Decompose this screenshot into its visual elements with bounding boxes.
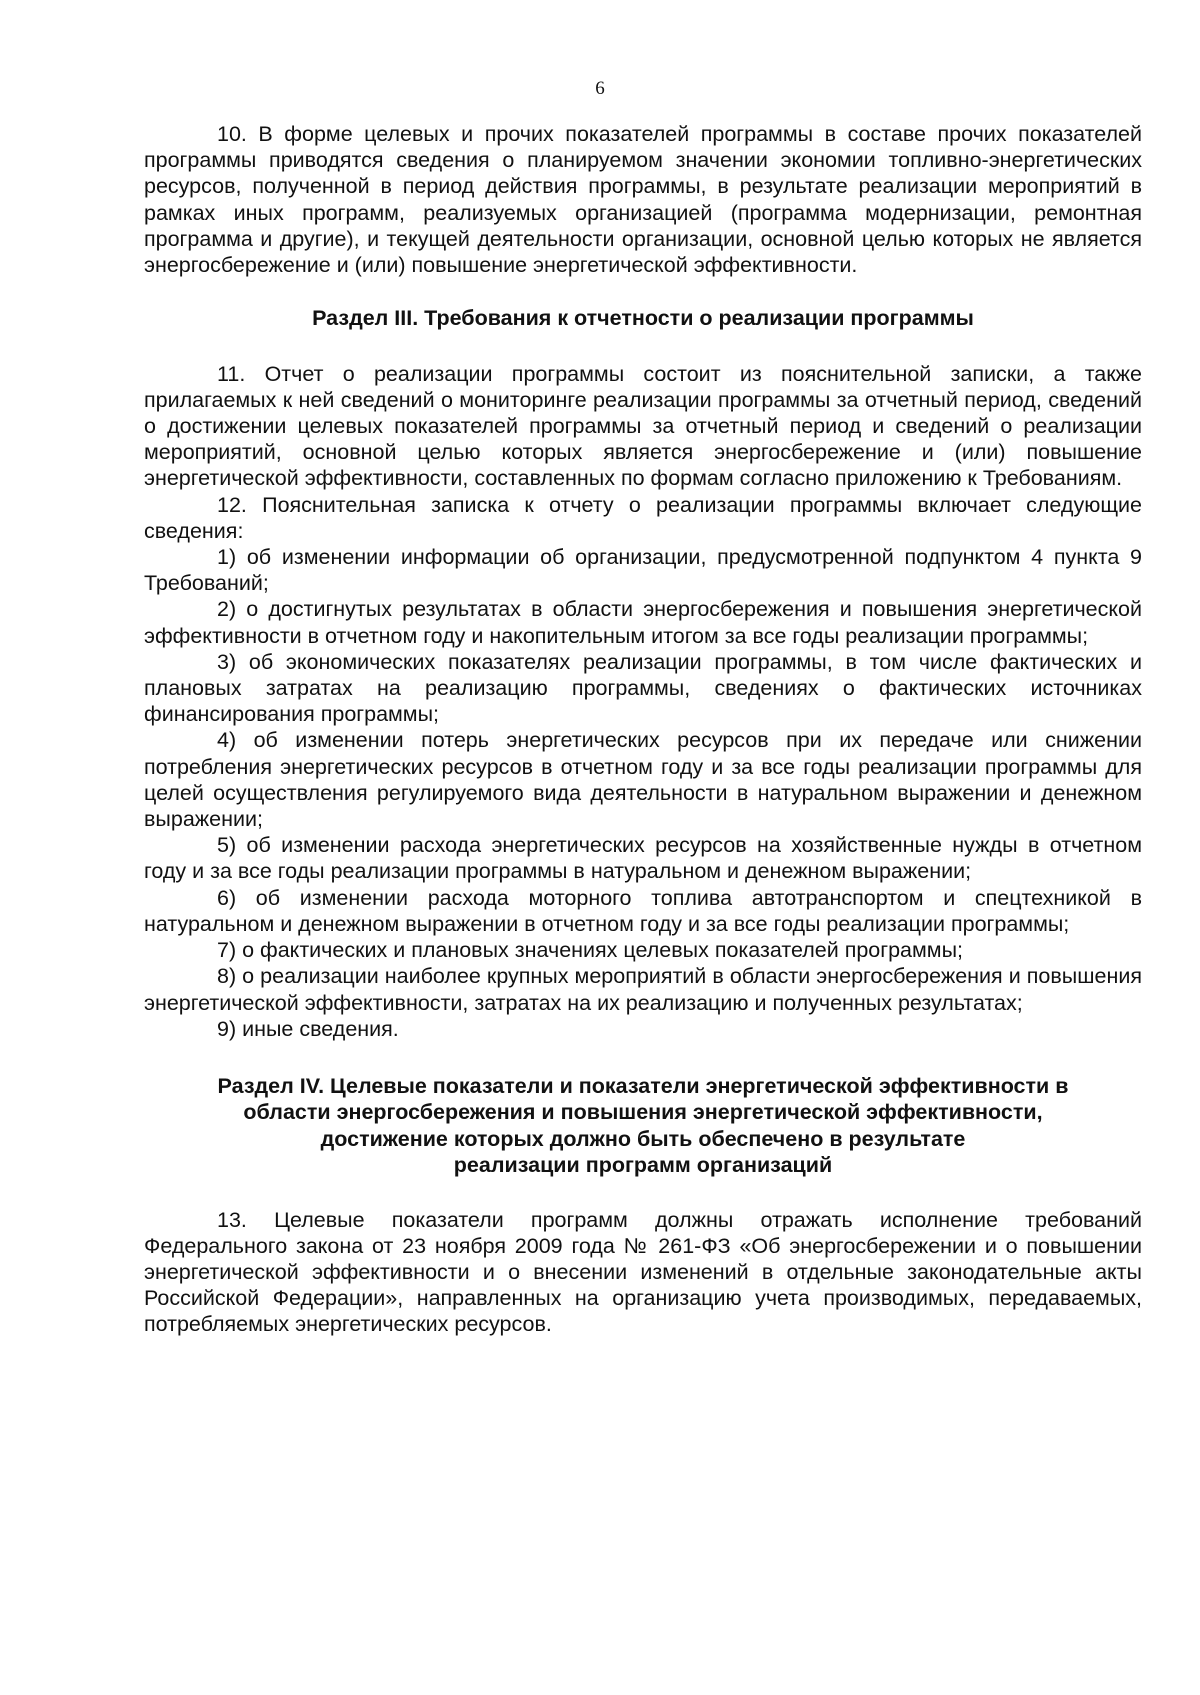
- section-iv-heading-line: Раздел IV. Целевые показатели и показатели энергетической эффективности в: [217, 1073, 1069, 1098]
- list-item-2: 2) о достигнутых результатах в области энергосбережения и повышения энергетической эффективности в отчетном году и накопительным итогом за все годы реализации программы;: [144, 597, 1142, 648]
- list-item-7: 7) о фактических и плановых значениях целевых показателей программы;: [217, 938, 963, 963]
- paragraph-13: 13. Целевые показатели программ должны отражать исполнение требований Федерального закона от 23 ноября 2009 года № 261-ФЗ «Об энергосбережении и о повышении энергетической эффективности и о внесении изменений в отдельные законодательные акты Российской Федерации», направленных на организацию учета производимых, передаваемых, потребляемых энергетических ресурсов.: [144, 1207, 1142, 1337]
- list-item-3: 3) об экономических показателях реализации программы, в том числе фактических и плановых затратах на реализацию программы, сведениях о фактических источниках финансирования программы;: [144, 649, 1142, 727]
- document-body: [144, 121, 1142, 1338]
- paragraph-11: 11. Отчет о реализации программы состоит из пояснительной записки, а также прилагаемых к ней сведений о мониторинге реализации программы за отчетный период, сведений о достижении целевых показателей программы за отчетный период и сведений о реализации мероприятий, основной целью которых является энергосбережение и (или) повышение энергетической эффективности, составленных по формам согласно приложению к Требованиям.: [144, 361, 1142, 491]
- page-number: 6: [595, 78, 605, 99]
- section-iv-heading-line: реализации программ организаций: [453, 1153, 833, 1178]
- list-item-6: 6) об изменении расхода моторного топлива автотранспортом и спецтехникой в натуральном и денежном выражении в отчетном году и за все годы реализации программы;: [144, 885, 1142, 936]
- section-iv-heading: [144, 1073, 1142, 1179]
- section-iv-heading-line: области энергосбережения и повышения энергетической эффективности,: [243, 1100, 1043, 1125]
- section-iii-heading: Раздел III. Требования к отчетности о реализации программы: [312, 306, 974, 331]
- list-item-4: 4) об изменении потерь энергетических ресурсов при их передаче или снижении потребления энергетических ресурсов в отчетном году и за все годы реализации программы для целей осуществления регулируемого вида деятельности в натуральном выражении и денежном выражении;: [144, 728, 1142, 832]
- list-item-1: 1) об изменении информации об организации, предусмотренной подпунктом 4 пункта 9 Требований;: [144, 545, 1142, 596]
- list-item-9: 9) иные сведения.: [217, 1016, 399, 1041]
- paragraph-12: 12. Пояснительная записка к отчету о реализации программы включает следующие сведения:: [144, 492, 1142, 543]
- paragraph-10: 10. В форме целевых и прочих показателей программы в составе прочих показателей программы приводятся сведения о планируемом значении экономии топливно-энергетических ресурсов, полученной в период действия программы, в результате реализации мероприятий в рамках иных программ, реализуемых организацией (программа модернизации, ремонтная программа и другие), и текущей деятельности организации, основной целью которых не является энергосбережение и (или) повышение энергетической эффективности.: [144, 122, 1142, 278]
- list-item-8: 8) о реализации наиболее крупных мероприятий в области энергосбережения и повышения энергетической эффективности, затратах на их реализацию и полученных результатах;: [144, 964, 1142, 1015]
- list-item-5: 5) об изменении расхода энергетических ресурсов на хозяйственные нужды в отчетном году и за все годы реализации программы в натуральном и денежном выражении;: [144, 833, 1142, 884]
- section-iv-heading-line: достижение которых должно быть обеспечено в результате: [320, 1126, 966, 1151]
